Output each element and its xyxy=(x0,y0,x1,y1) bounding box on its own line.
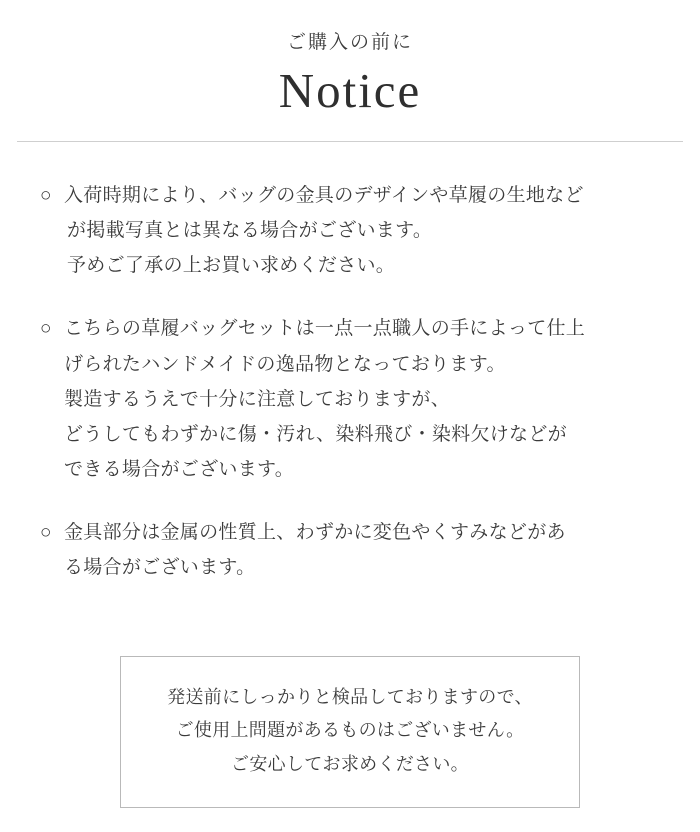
note-line: 金具部分は金属の性質上、わずかに変色やくすみなどがあ xyxy=(64,522,566,544)
note-line: る場合がございます。 xyxy=(64,557,256,579)
callout-line: ご使用上問題があるものはございません。 xyxy=(175,720,525,741)
note-line: どうしてもわずかに傷・汚れ、染料飛び・染料欠けなどが xyxy=(64,423,567,445)
list-item xyxy=(40,515,660,585)
notice-list xyxy=(40,142,660,585)
page-title: Notice xyxy=(278,62,422,118)
bullet-circle-icon: ○ xyxy=(40,184,52,206)
bullet-circle-icon: ○ xyxy=(40,318,52,340)
note-line: 製造するうえで十分に注意しておりますが、 xyxy=(64,388,451,410)
bullet-circle-icon: ○ xyxy=(40,522,52,544)
callout-line: ご安心してお求めください。 xyxy=(231,753,469,774)
note-line: できる場合がございます。 xyxy=(64,458,295,480)
note-text xyxy=(64,515,660,585)
note-line: げられたハンドメイドの逸品物となっております。 xyxy=(64,353,506,375)
note-text xyxy=(64,311,660,487)
list-item xyxy=(40,311,660,487)
header-subtitle: ご購入の前に xyxy=(286,32,413,53)
note-line: 予めご了承の上お買い求めください。 xyxy=(67,255,396,277)
callout-line: 発送前にしっかりと検品しておりますので、 xyxy=(167,687,533,707)
note-line: こちらの草履バッグセットは一点一点職人の手によって仕上 xyxy=(64,318,586,340)
list-item xyxy=(40,178,660,283)
note-line: 入荷時期により、バッグの金具のデザインや草履の生地など xyxy=(64,184,584,206)
note-line: が掲載写真とは異なる場合がございます。 xyxy=(67,220,433,242)
note-text xyxy=(64,178,660,283)
callout-box xyxy=(120,656,580,808)
page-header xyxy=(0,0,700,142)
